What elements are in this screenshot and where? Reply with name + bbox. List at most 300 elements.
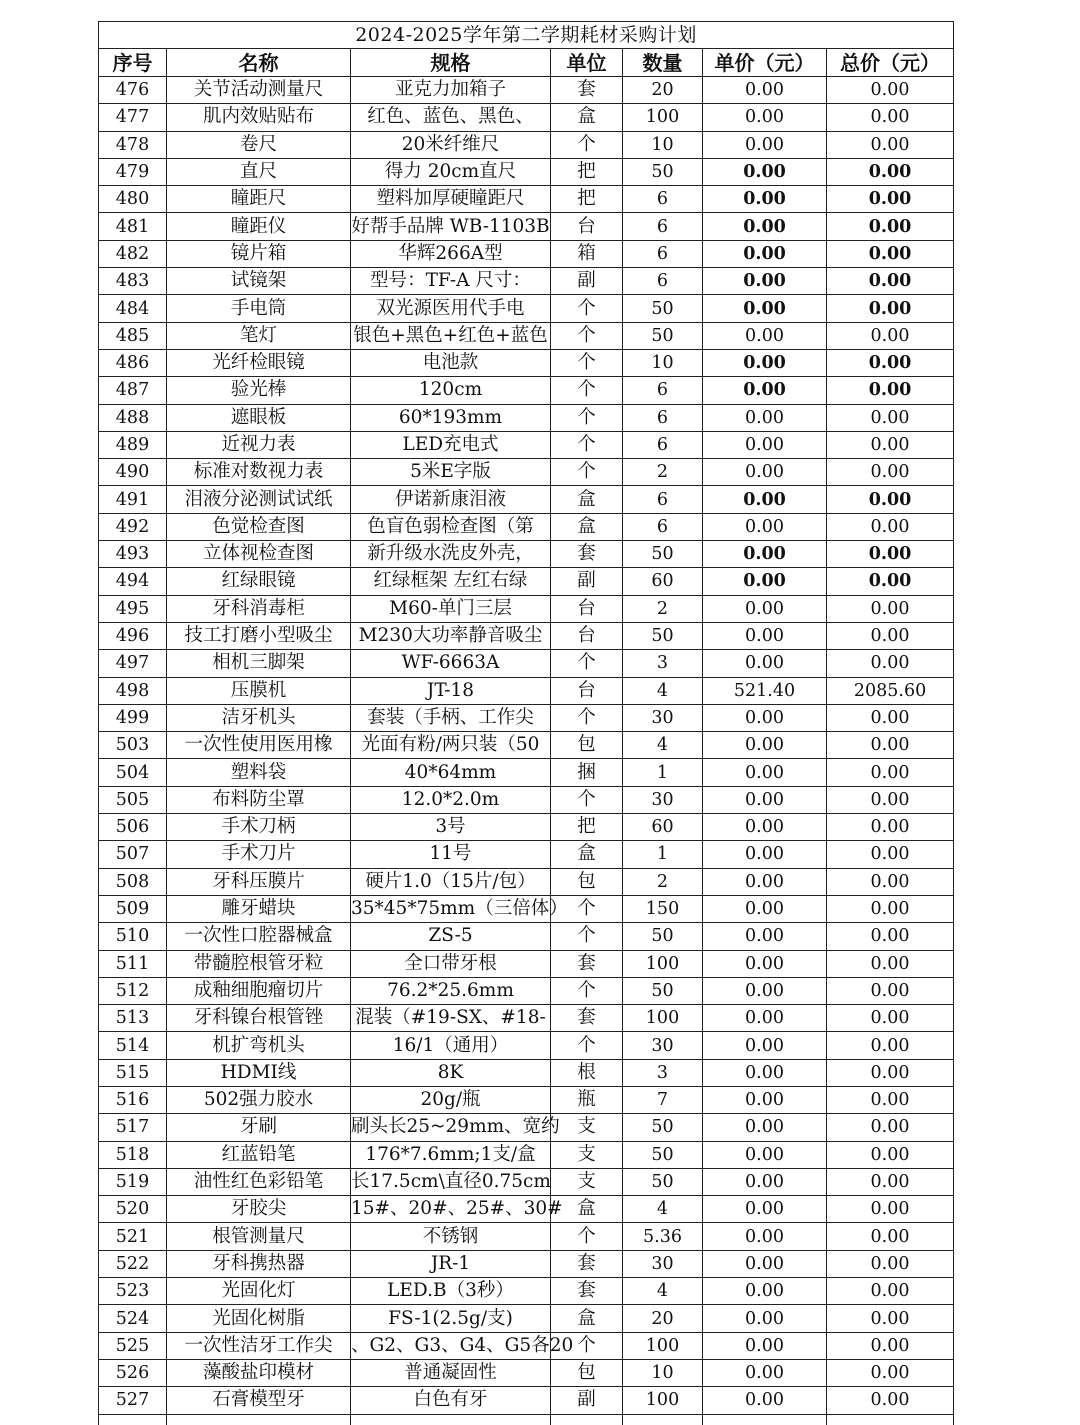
cell-no: 479: [99, 158, 167, 185]
cell-no: 521: [99, 1223, 167, 1250]
table-row: [99, 186, 954, 213]
header-qty: 数量: [623, 49, 703, 77]
cell-total: 0.00: [827, 486, 954, 513]
cell-total: 0.00: [827, 1168, 954, 1195]
cell-total: 2085.60: [827, 677, 954, 704]
cell-qty: 10: [623, 1359, 703, 1386]
cell-unit: 盒: [551, 104, 623, 131]
cell-name: 一次性使用医用橡: [167, 732, 351, 759]
cell-no: 494: [99, 568, 167, 595]
cell-spec: WF-6663A: [351, 650, 551, 677]
table-row: [99, 213, 954, 240]
cell-no: 516: [99, 1086, 167, 1113]
table-row: [99, 1141, 954, 1168]
cell-unit: 支: [551, 1141, 623, 1168]
table-row: [99, 1032, 954, 1059]
cell-price: 0.00: [703, 459, 827, 486]
table-row: [99, 895, 954, 922]
cell-unit: 个: [551, 431, 623, 458]
cell-spec: 12.0*2.0m: [351, 786, 551, 813]
cell-total: 0.00: [827, 1086, 954, 1113]
cell-qty: 10: [623, 131, 703, 158]
cell-spec: 20米纤维尺: [351, 131, 551, 158]
cell-no: 497: [99, 650, 167, 677]
cell-qty: 3: [623, 1059, 703, 1086]
cell-price: 0.00: [703, 595, 827, 622]
cell-price: 0.00: [703, 977, 827, 1004]
cell-name: 一次性洁牙工作尖: [167, 1332, 351, 1359]
cell-qty: 50: [623, 295, 703, 322]
cell-total: 0.00: [827, 568, 954, 595]
cell-qty: 2: [623, 868, 703, 895]
table-row: [99, 595, 954, 622]
cell-name: 色觉检查图: [167, 513, 351, 540]
cell-empty: [827, 1414, 954, 1425]
cell-no: 524: [99, 1305, 167, 1332]
cell-spec: 8K: [351, 1059, 551, 1086]
table-row: [99, 1250, 954, 1277]
cell-spec: 20g/瓶: [351, 1086, 551, 1113]
cell-price: 521.40: [703, 677, 827, 704]
cell-qty: 60: [623, 568, 703, 595]
cell-unit: 个: [551, 650, 623, 677]
cell-name: 塑料袋: [167, 759, 351, 786]
cell-spec: 11号: [351, 841, 551, 868]
table-row: [99, 1086, 954, 1113]
cell-unit: 台: [551, 622, 623, 649]
cell-spec: 60*193mm: [351, 404, 551, 431]
cell-empty: [99, 1414, 167, 1425]
cell-spec: 16/1（通用）: [351, 1032, 551, 1059]
cell-price: 0.00: [703, 1086, 827, 1113]
cell-unit: 个: [551, 295, 623, 322]
cell-price: 0.00: [703, 841, 827, 868]
cell-qty: 30: [623, 786, 703, 813]
cell-name: 红绿眼镜: [167, 568, 351, 595]
cell-qty: 100: [623, 1332, 703, 1359]
cell-unit: 套: [551, 1278, 623, 1305]
cell-price: 0.00: [703, 77, 827, 104]
cell-no: 499: [99, 704, 167, 731]
cell-unit: 个: [551, 349, 623, 376]
table-row: [99, 104, 954, 131]
header-row: [99, 49, 954, 77]
cell-name: 带髓腔根管牙粒: [167, 950, 351, 977]
table-row: [99, 1278, 954, 1305]
cell-total: 0.00: [827, 1141, 954, 1168]
cell-name: 红蓝铅笔: [167, 1141, 351, 1168]
cell-no: 491: [99, 486, 167, 513]
cell-qty: 50: [623, 322, 703, 349]
cell-total: 0.00: [827, 595, 954, 622]
cell-no: 507: [99, 841, 167, 868]
cell-price: 0.00: [703, 814, 827, 841]
cell-no: 490: [99, 459, 167, 486]
table-row: [99, 158, 954, 185]
table-row: [99, 868, 954, 895]
cell-spec: 3号: [351, 814, 551, 841]
cell-no: 483: [99, 268, 167, 295]
cell-spec: 硬片1.0（15片/包）: [351, 868, 551, 895]
cell-qty: 6: [623, 377, 703, 404]
cell-spec: M230大功率静音吸尘: [351, 622, 551, 649]
cell-total: 0.00: [827, 240, 954, 267]
cell-spec: 全口带牙根: [351, 950, 551, 977]
cell-unit: 个: [551, 786, 623, 813]
cell-name: 成釉细胞瘤切片: [167, 977, 351, 1004]
cell-qty: 6: [623, 513, 703, 540]
cell-price: 0.00: [703, 1141, 827, 1168]
cell-spec: JT-18: [351, 677, 551, 704]
cell-qty: 50: [623, 1168, 703, 1195]
cell-price: 0.00: [703, 104, 827, 131]
cell-spec: 40*64mm: [351, 759, 551, 786]
cell-spec: 光面有粉/两只装（50: [351, 732, 551, 759]
cell-unit: 副: [551, 1387, 623, 1414]
cell-price: 0.00: [703, 1168, 827, 1195]
cell-spec: 35*45*75mm（三倍体）: [351, 895, 551, 922]
cell-total: 0.00: [827, 1223, 954, 1250]
cell-spec: 白色有牙: [351, 1387, 551, 1414]
cell-qty: 50: [623, 622, 703, 649]
cell-unit: 套: [551, 1005, 623, 1032]
cell-name: 手术刀片: [167, 841, 351, 868]
cell-name: 石膏模型牙: [167, 1387, 351, 1414]
table-row: [99, 650, 954, 677]
table-row: [99, 404, 954, 431]
table-row: [99, 1332, 954, 1359]
cell-spec: JR-1: [351, 1250, 551, 1277]
cell-price: 0.00: [703, 1059, 827, 1086]
cell-empty: [703, 1414, 827, 1425]
cell-name: 一次性口腔器械盒: [167, 923, 351, 950]
cell-qty: 2: [623, 459, 703, 486]
cell-no: 505: [99, 786, 167, 813]
cell-no: 526: [99, 1359, 167, 1386]
cell-total: 0.00: [827, 1032, 954, 1059]
cell-no: 498: [99, 677, 167, 704]
table-row: [99, 1359, 954, 1386]
cell-total: 0.00: [827, 513, 954, 540]
cell-name: 泪液分泌测试试纸: [167, 486, 351, 513]
cell-name: 笔灯: [167, 322, 351, 349]
cell-unit: 个: [551, 1032, 623, 1059]
cell-qty: 4: [623, 1278, 703, 1305]
cell-no: 518: [99, 1141, 167, 1168]
cell-price: 0.00: [703, 732, 827, 759]
cell-spec: 普通凝固性: [351, 1359, 551, 1386]
cell-total: 0.00: [827, 895, 954, 922]
cell-no: 514: [99, 1032, 167, 1059]
cell-price: 0.00: [703, 1387, 827, 1414]
table-row: [99, 814, 954, 841]
cell-total: 0.00: [827, 186, 954, 213]
cell-total: 0.00: [827, 841, 954, 868]
cell-name: 牙刷: [167, 1114, 351, 1141]
cell-qty: 6: [623, 213, 703, 240]
cell-qty: 3: [623, 650, 703, 677]
cell-unit: 个: [551, 459, 623, 486]
cell-unit: 包: [551, 1359, 623, 1386]
cell-price: 0.00: [703, 213, 827, 240]
cell-unit: 个: [551, 1332, 623, 1359]
cell-unit: 个: [551, 131, 623, 158]
cell-name: 手电筒: [167, 295, 351, 322]
cell-spec: 电池款: [351, 349, 551, 376]
cell-price: 0.00: [703, 1359, 827, 1386]
cell-name: HDMI线: [167, 1059, 351, 1086]
cell-qty: 100: [623, 1387, 703, 1414]
cell-unit: 个: [551, 977, 623, 1004]
cell-total: 0.00: [827, 704, 954, 731]
cell-total: 0.00: [827, 1196, 954, 1223]
cell-spec: 型号：TF-A 尺寸：: [351, 268, 551, 295]
cell-name: 肌内效贴贴布: [167, 104, 351, 131]
table-row: [99, 677, 954, 704]
cell-empty: [351, 1414, 551, 1425]
header-spec: 规格: [351, 49, 551, 77]
cell-unit: 盒: [551, 1196, 623, 1223]
cell-unit: 副: [551, 268, 623, 295]
cell-qty: 1: [623, 841, 703, 868]
cell-no: 509: [99, 895, 167, 922]
cell-total: 0.00: [827, 268, 954, 295]
cell-no: 527: [99, 1387, 167, 1414]
header-name: 名称: [167, 49, 351, 77]
cell-price: 0.00: [703, 950, 827, 977]
cell-name: 牙科消毒柜: [167, 595, 351, 622]
cell-name: 机扩弯机头: [167, 1032, 351, 1059]
cell-total: 0.00: [827, 295, 954, 322]
cell-no: 482: [99, 240, 167, 267]
cell-no: 493: [99, 541, 167, 568]
table-row: [99, 77, 954, 104]
table-row: [99, 268, 954, 295]
cell-spec: 好帮手品牌 WB-1103B: [351, 213, 551, 240]
cell-spec: 5米E字版: [351, 459, 551, 486]
cell-qty: 5.36: [623, 1223, 703, 1250]
cell-unit: 个: [551, 923, 623, 950]
cell-qty: 2: [623, 595, 703, 622]
cell-name: 牙科压膜片: [167, 868, 351, 895]
cell-unit: 箱: [551, 240, 623, 267]
cell-unit: 盒: [551, 841, 623, 868]
table-row: [99, 1196, 954, 1223]
cell-no: 489: [99, 431, 167, 458]
cell-name: 油性红色彩铅笔: [167, 1168, 351, 1195]
cell-qty: 50: [623, 1114, 703, 1141]
cell-unit: 台: [551, 595, 623, 622]
cell-name: 洁牙机头: [167, 704, 351, 731]
cell-spec: 176*7.6mm;1支/盒: [351, 1141, 551, 1168]
cell-total: 0.00: [827, 650, 954, 677]
cell-name: 试镜架: [167, 268, 351, 295]
cell-no: 480: [99, 186, 167, 213]
cell-total: 0.00: [827, 213, 954, 240]
cell-no: 496: [99, 622, 167, 649]
cell-unit: 瓶: [551, 1086, 623, 1113]
cell-price: 0.00: [703, 404, 827, 431]
cell-name: 光固化灯: [167, 1278, 351, 1305]
cell-unit: 个: [551, 895, 623, 922]
table-row: [99, 704, 954, 731]
cell-price: 0.00: [703, 568, 827, 595]
cell-spec: 双光源医用代手电: [351, 295, 551, 322]
cell-spec: 混装（#19-SX、#18-: [351, 1005, 551, 1032]
cell-qty: 6: [623, 404, 703, 431]
cell-price: 0.00: [703, 1250, 827, 1277]
table-row: [99, 240, 954, 267]
cell-no: 477: [99, 104, 167, 131]
cell-price: 0.00: [703, 923, 827, 950]
cell-spec: 亚克力加箱子: [351, 77, 551, 104]
table-row: [99, 759, 954, 786]
cell-total: 0.00: [827, 322, 954, 349]
cell-name: 相机三脚架: [167, 650, 351, 677]
table-row: [99, 568, 954, 595]
header-no: 序号: [99, 49, 167, 77]
cell-total: 0.00: [827, 950, 954, 977]
cell-price: 0.00: [703, 759, 827, 786]
cell-price: 0.00: [703, 322, 827, 349]
cell-no: 512: [99, 977, 167, 1004]
cell-no: 511: [99, 950, 167, 977]
cell-unit: 套: [551, 77, 623, 104]
cell-price: 0.00: [703, 895, 827, 922]
cell-name: 瞳距仪: [167, 213, 351, 240]
cell-name: 近视力表: [167, 431, 351, 458]
table-row: [99, 622, 954, 649]
cell-total: 0.00: [827, 1359, 954, 1386]
cell-qty: 20: [623, 77, 703, 104]
cell-qty: 50: [623, 541, 703, 568]
cell-price: 0.00: [703, 158, 827, 185]
table-row: [99, 1114, 954, 1141]
cell-empty: [551, 1414, 623, 1425]
cell-no: 525: [99, 1332, 167, 1359]
table-row: [99, 1387, 954, 1414]
cell-qty: 6: [623, 268, 703, 295]
table-row: [99, 131, 954, 158]
cell-total: 0.00: [827, 459, 954, 486]
cell-total: 0.00: [827, 77, 954, 104]
table-row: [99, 377, 954, 404]
cell-name: 遮眼板: [167, 404, 351, 431]
cell-total: 0.00: [827, 759, 954, 786]
cell-qty: 6: [623, 486, 703, 513]
cell-unit: 盒: [551, 513, 623, 540]
cell-price: 0.00: [703, 486, 827, 513]
cell-spec: FS-1(2.5g/支): [351, 1305, 551, 1332]
cell-unit: 支: [551, 1114, 623, 1141]
cell-price: 0.00: [703, 1114, 827, 1141]
cell-price: 0.00: [703, 1278, 827, 1305]
cell-no: 503: [99, 732, 167, 759]
table-row: [99, 349, 954, 376]
table-row: [99, 541, 954, 568]
cell-price: 0.00: [703, 186, 827, 213]
cell-price: 0.00: [703, 1032, 827, 1059]
sheet-title: 2024-2025学年第二学期耗材采购计划: [99, 22, 954, 49]
cell-price: 0.00: [703, 1332, 827, 1359]
cell-no: 510: [99, 923, 167, 950]
cell-unit: 盒: [551, 1305, 623, 1332]
cell-name: 标准对数视力表: [167, 459, 351, 486]
cell-spec: 不锈钢: [351, 1223, 551, 1250]
cell-total: 0.00: [827, 868, 954, 895]
cell-name: 瞳距尺: [167, 186, 351, 213]
cell-name: 压膜机: [167, 677, 351, 704]
cell-no: 478: [99, 131, 167, 158]
cell-total: 0.00: [827, 923, 954, 950]
cell-spec: 刷头长25~29mm、宽约: [351, 1114, 551, 1141]
cell-total: 0.00: [827, 732, 954, 759]
cell-price: 0.00: [703, 513, 827, 540]
cell-no: 520: [99, 1196, 167, 1223]
cell-unit: 盒: [551, 486, 623, 513]
cell-price: 0.00: [703, 349, 827, 376]
cell-spec: 长17.5cm\直径0.75cm: [351, 1168, 551, 1195]
cell-empty: [623, 1414, 703, 1425]
cell-price: 0.00: [703, 622, 827, 649]
cell-price: 0.00: [703, 1223, 827, 1250]
cell-price: 0.00: [703, 431, 827, 458]
cell-unit: 台: [551, 213, 623, 240]
cell-no: 485: [99, 322, 167, 349]
cell-price: 0.00: [703, 1196, 827, 1223]
cell-spec: 银色+黑色+红色+蓝色: [351, 322, 551, 349]
cell-unit: 个: [551, 1223, 623, 1250]
cell-name: 镜片箱: [167, 240, 351, 267]
header-total: 总价（元）: [827, 49, 954, 77]
cell-unit: 根: [551, 1059, 623, 1086]
cell-unit: 包: [551, 732, 623, 759]
cell-spec: 色盲色弱检查图（第: [351, 513, 551, 540]
cell-qty: 4: [623, 732, 703, 759]
procurement-table: [98, 21, 954, 1425]
cell-name: 技工打磨小型吸尘: [167, 622, 351, 649]
cell-name: 502强力胶水: [167, 1086, 351, 1113]
table-row: [99, 1168, 954, 1195]
cell-name: 光纤检眼镜: [167, 349, 351, 376]
cell-total: 0.00: [827, 1005, 954, 1032]
cell-no: 523: [99, 1278, 167, 1305]
cell-price: 0.00: [703, 377, 827, 404]
cell-total: 0.00: [827, 977, 954, 1004]
table-row: [99, 431, 954, 458]
cell-spec: 红色、蓝色、黑色、: [351, 104, 551, 131]
cell-spec: 120cm: [351, 377, 551, 404]
cell-qty: 30: [623, 1032, 703, 1059]
cell-total: 0.00: [827, 1332, 954, 1359]
cell-name: 雕牙蜡块: [167, 895, 351, 922]
cell-qty: 60: [623, 814, 703, 841]
cell-total: 0.00: [827, 404, 954, 431]
cell-total: 0.00: [827, 349, 954, 376]
table-row: [99, 513, 954, 540]
table-row: [99, 732, 954, 759]
cell-name: 藻酸盐印模材: [167, 1359, 351, 1386]
cell-name: 牙科镍台根管锉: [167, 1005, 351, 1032]
cell-price: 0.00: [703, 704, 827, 731]
table-row: [99, 1005, 954, 1032]
cell-price: 0.00: [703, 868, 827, 895]
cell-unit: 个: [551, 704, 623, 731]
cell-qty: 100: [623, 950, 703, 977]
cell-name: 根管测量尺: [167, 1223, 351, 1250]
cell-unit: 包: [551, 868, 623, 895]
cell-spec: 红绿框架 左红右绿: [351, 568, 551, 595]
